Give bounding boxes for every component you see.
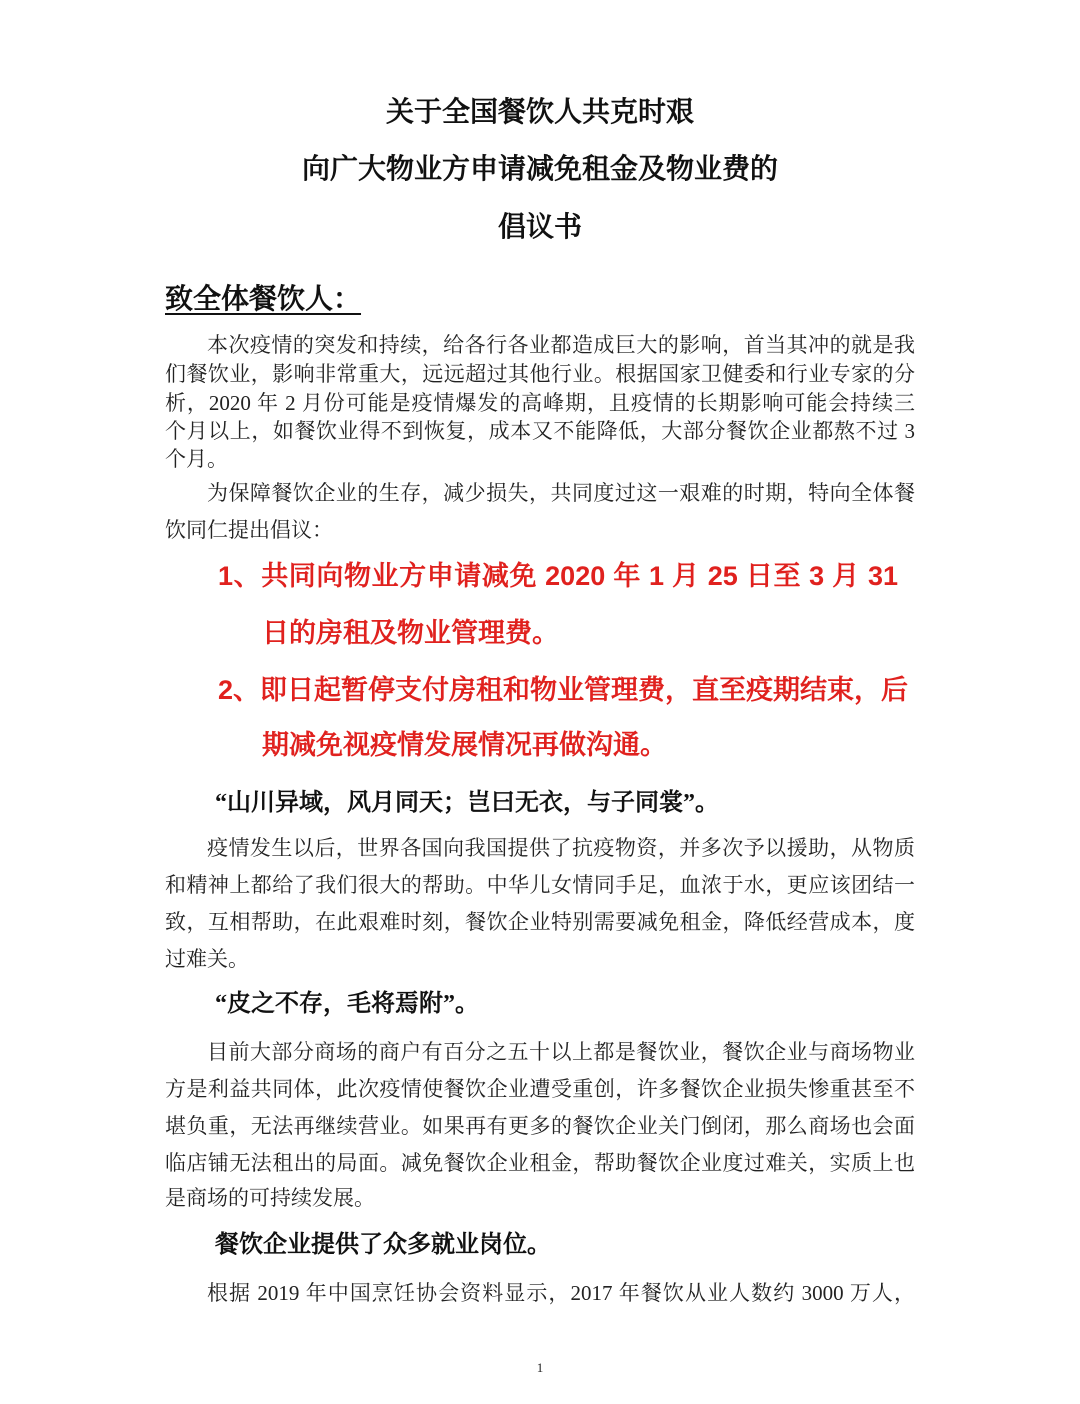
text-line: 为保障餐饮企业的生存，减少损失，共同度过这一艰难的时期，特向全体餐	[207, 481, 915, 505]
proposal-1-line: 日的房租及物业管理费。	[262, 618, 559, 648]
text-line: 致，互相帮助，在此艰难时刻，餐饮企业特别需要减免租金，降低经营成本，度	[165, 910, 915, 934]
text-line: 根据 2019 年中国烹饪协会资料显示，2017 年餐饮从业人数约 3000 万人，	[207, 1281, 915, 1305]
title-line: 关于全国餐饮人共克时艰	[385, 97, 694, 128]
quote-heading-1: “山川异域，风月同天；岂曰无衣，与子同裳”。	[215, 790, 719, 816]
text-line: 饮同仁提出倡议：	[165, 518, 333, 542]
text-line: 们餐饮业，影响非常重大，远远超过其他行业。根据国家卫健委和行业专家的分	[165, 362, 915, 386]
text-line: 个月以上，如餐饮业得不到恢复，成本又不能降低，大部分餐饮企业都熬不过 3	[165, 419, 915, 443]
text-line: 析，2020 年 2 月份可能是疫情爆发的高峰期，且疫情的长期影响可能会持续三	[165, 391, 915, 415]
quote-heading-2: “皮之不存，毛将焉附”。	[215, 991, 479, 1017]
title-line: 向广大物业方申请减免租金及物业费的	[301, 154, 778, 185]
text-line: 疫情发生以后，世界各国向我国提供了抗疫物资，并多次予以援助，从物质	[207, 836, 915, 860]
text-line: 堪负重，无法再继续营业。如果再有更多的餐饮企业关门倒闭，那么商场也会面	[165, 1114, 915, 1138]
text-line: 本次疫情的突发和持续，给各行各业都造成巨大的影响，首当其冲的就是我	[207, 333, 915, 357]
text-line: 方是利益共同体，此次疫情使餐饮企业遭受重创，许多餐饮企业损失惨重甚至不	[165, 1077, 915, 1101]
text-line: 过难关。	[165, 947, 249, 971]
text-line: 临店铺无法租出的局面。减免餐饮企业租金，帮助餐饮企业度过难关，实质上也	[165, 1151, 915, 1175]
proposal-1-line: 1、共同向物业方申请减免 2020 年 1 月 25 日至 3 月 31	[218, 561, 898, 591]
section-heading: 餐饮企业提供了众多就业岗位。	[215, 1232, 551, 1258]
text-line: 目前大部分商场的商户有百分之五十以上都是餐饮业，餐饮企业与商场物业	[207, 1040, 915, 1064]
text-line: 个月。	[165, 447, 228, 471]
text-line: 和精神上都给了我们很大的帮助。中华儿女情同手足，血浓于水，更应该团结一	[165, 873, 915, 897]
title-line: 倡议书	[497, 212, 582, 243]
proposal-2-line: 期减免视疫情发展情况再做沟通。	[262, 730, 667, 760]
salutation: 致全体餐饮人：	[165, 284, 362, 315]
proposal-2-line: 2、即日起暂停支付房租和物业管理费，直至疫期结束，后	[218, 675, 909, 705]
text-line: 是商场的可持续发展。	[165, 1186, 375, 1210]
page-number: 1	[536, 1360, 544, 1375]
